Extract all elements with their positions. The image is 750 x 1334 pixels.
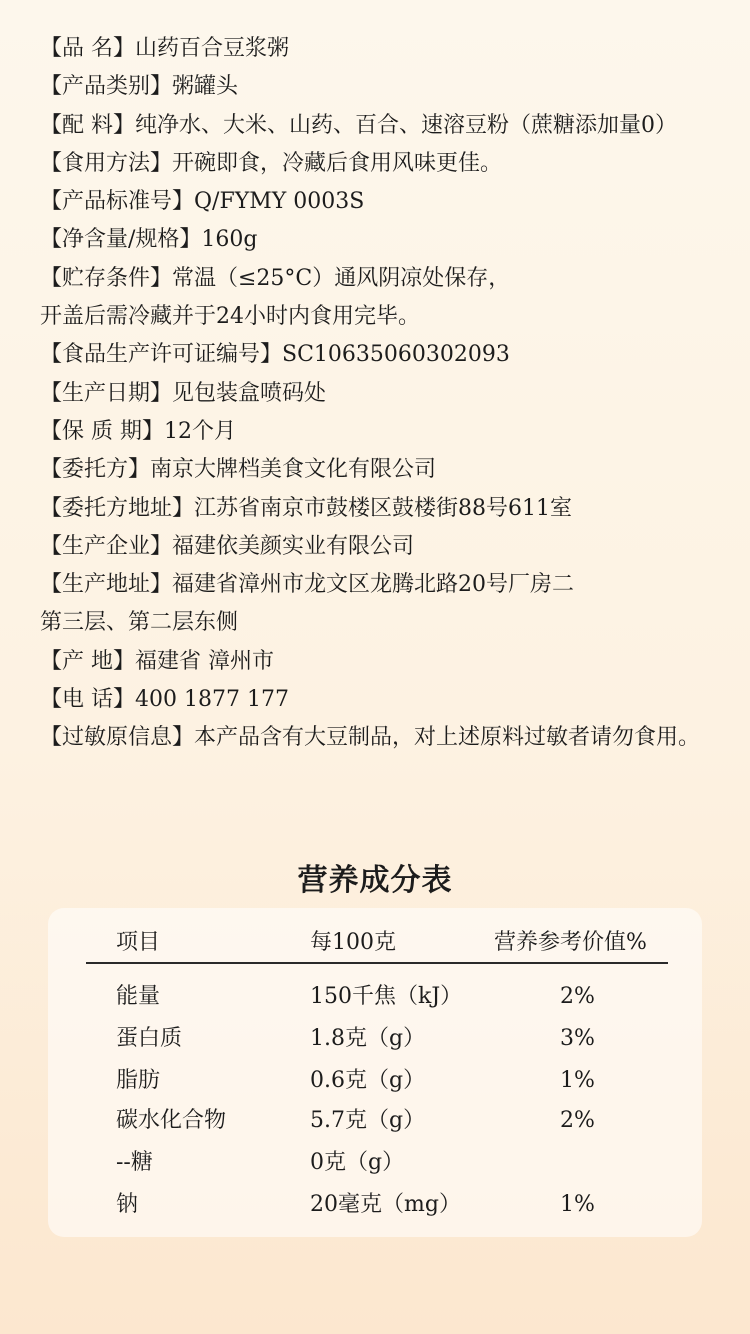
info-line-net-content: 【净含量/规格】160g xyxy=(40,227,258,253)
info-line-phone: 【电 话】400 1877 177 xyxy=(40,687,289,713)
info-line-origin: 【产 地】福建省 漳州市 xyxy=(40,648,274,674)
row-amount: 0.6克（g） xyxy=(310,1068,426,1093)
table-row xyxy=(48,1066,702,1096)
row-amount: 20毫克（mg） xyxy=(310,1192,461,1217)
info-line-production-address: 【生产地址】福建省漳州市龙文区龙腾北路20号厂房二 xyxy=(40,572,574,598)
info-line-name: 【品 名】山药百合豆浆粥 xyxy=(40,36,289,61)
table-row xyxy=(48,1148,702,1178)
row-item: 能量 xyxy=(116,984,161,1009)
nutrition-table-title: 营养成分表 xyxy=(297,863,453,898)
info-line-allergen: 【过敏原信息】本产品含有大豆制品，对上述原料过敏者请勿食用。 xyxy=(40,725,701,751)
nutrition-header-row xyxy=(48,928,702,958)
info-line-category: 【产品类别】粥罐头 xyxy=(40,74,239,100)
info-line-production-address-cont: 第三层、第二层东侧 xyxy=(40,610,239,636)
row-nrv: 3% xyxy=(560,1026,595,1051)
row-nrv: 2% xyxy=(560,1108,595,1133)
row-amount: 0克（g） xyxy=(310,1150,405,1175)
info-line-client-address: 【委托方地址】江苏省南京市鼓楼区鼓楼街88号611室 xyxy=(40,495,572,521)
info-line-manufacturer: 【生产企业】福建依美颜实业有限公司 xyxy=(40,533,415,559)
header-item: 项目 xyxy=(116,930,161,955)
info-line-production-date: 【生产日期】见包装盒喷码处 xyxy=(40,380,327,406)
row-item: 钠 xyxy=(116,1192,139,1217)
info-line-client: 【委托方】南京大牌档美食文化有限公司 xyxy=(40,457,437,483)
row-amount: 150千焦（kJ） xyxy=(310,984,463,1009)
table-row xyxy=(48,982,702,1012)
row-nrv: 1% xyxy=(560,1192,595,1217)
row-nrv: 2% xyxy=(560,984,595,1009)
info-line-license: 【食品生产许可证编号】SC10635060302093 xyxy=(40,342,510,368)
nutrition-table xyxy=(48,908,702,1237)
header-divider xyxy=(86,962,668,964)
table-row xyxy=(48,1190,702,1220)
info-line-shelf-life: 【保 质 期】12个月 xyxy=(40,418,236,444)
info-line-usage: 【食用方法】开碗即食，冷藏后食用风味更佳。 xyxy=(40,150,503,176)
info-line-ingredients: 【配 料】纯净水、大米、山药、百合、速溶豆粉（蔗糖添加量0） xyxy=(40,112,677,138)
header-nrv: 营养参考价值% xyxy=(494,930,647,955)
product-info-list xyxy=(40,30,740,758)
info-line-standard: 【产品标准号】Q/FYMY 0003S xyxy=(40,189,365,215)
row-item: 碳水化合物 xyxy=(116,1108,227,1133)
row-item: 脂肪 xyxy=(116,1068,161,1093)
header-per-100g: 每100克 xyxy=(310,930,396,955)
info-line-storage-cont: 开盖后需冷藏并于24小时内食用完毕。 xyxy=(40,304,420,330)
row-nrv: 1% xyxy=(560,1068,595,1093)
row-item: --糖 xyxy=(116,1150,153,1175)
row-amount: 5.7克（g） xyxy=(310,1108,426,1133)
row-item: 蛋白质 xyxy=(116,1026,183,1051)
table-row xyxy=(48,1106,702,1136)
row-amount: 1.8克（g） xyxy=(310,1026,426,1051)
table-row xyxy=(48,1024,702,1054)
info-line-storage: 【贮存条件】常温（≤25°C）通风阴凉处保存， xyxy=(40,265,511,291)
